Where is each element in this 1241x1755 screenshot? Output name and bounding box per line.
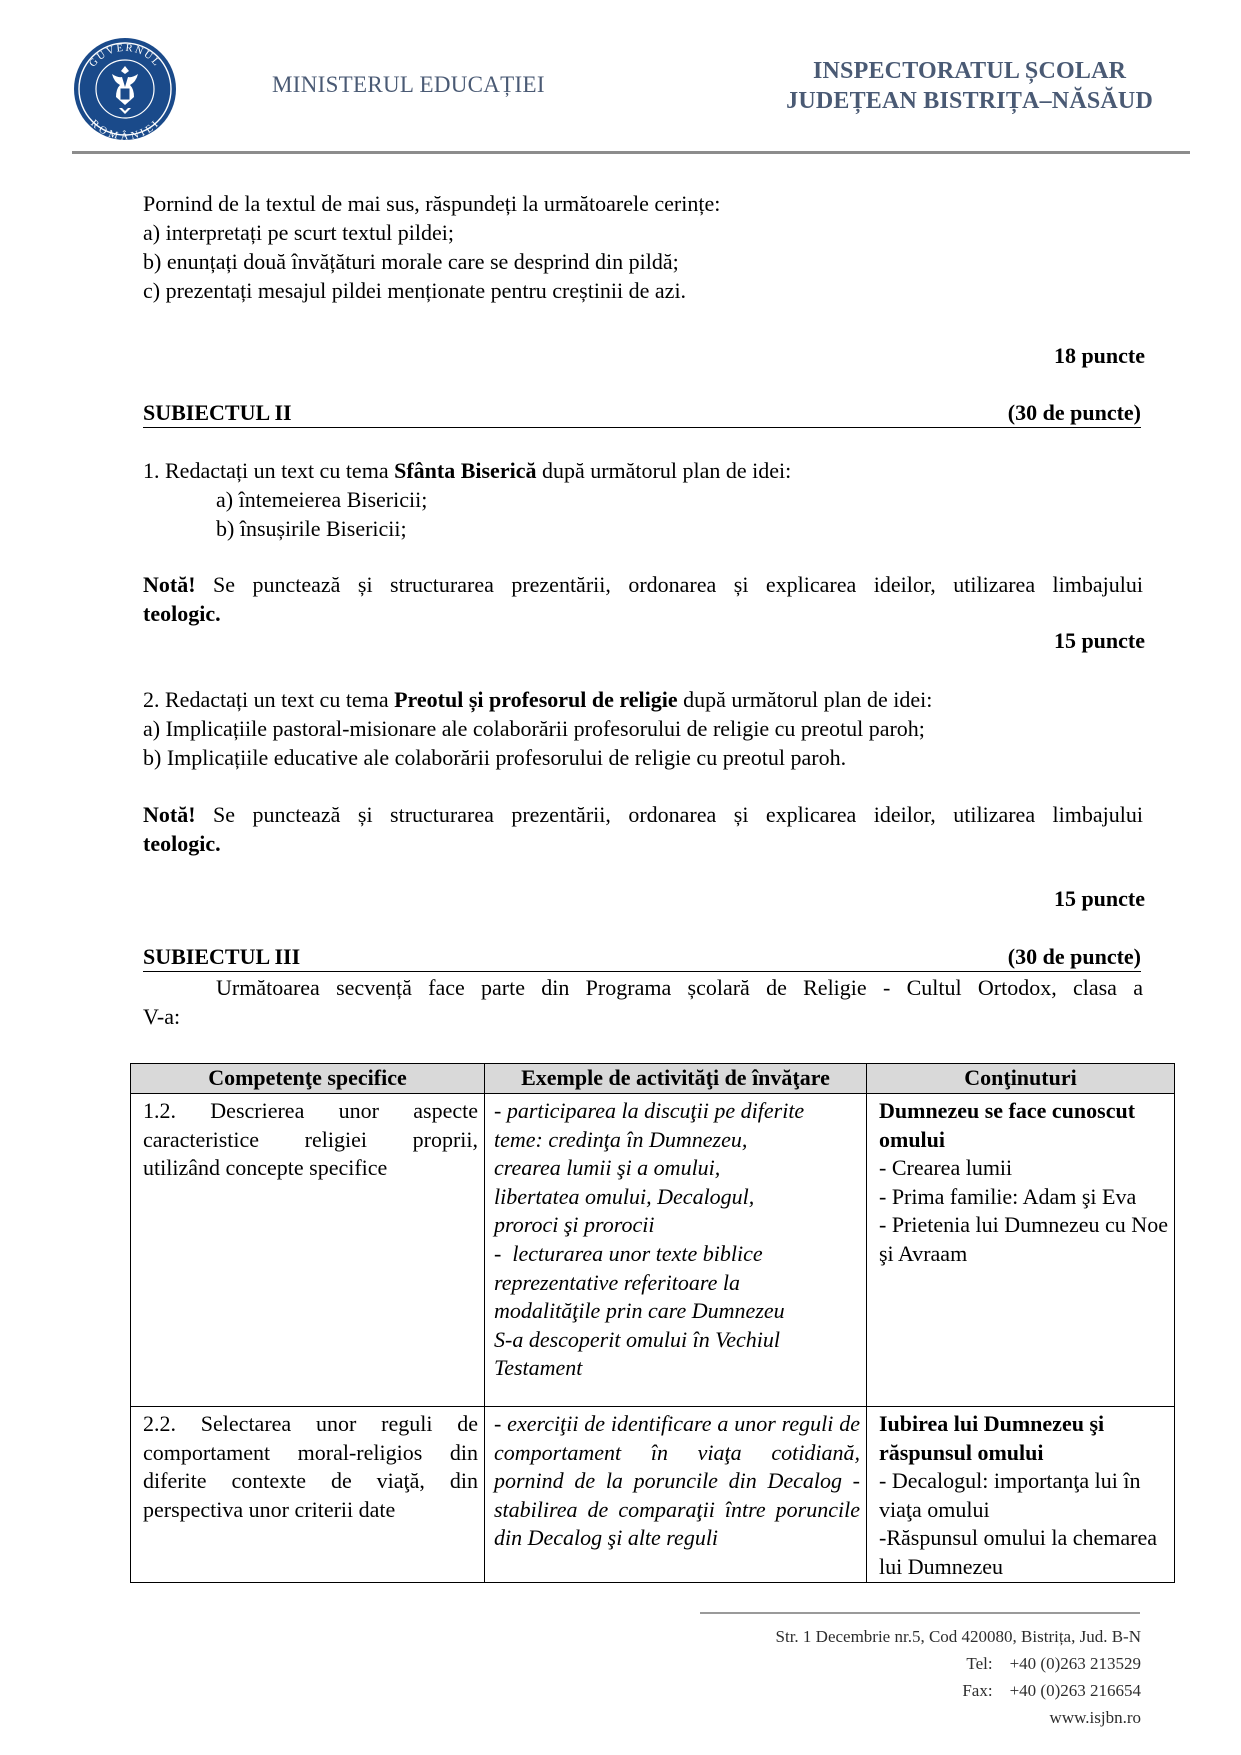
competence-cell: 1.2. Descrierea unor aspecte caracteristice religiei proprii, utilizând concepte specifice: [131, 1094, 485, 1407]
subject2-q2-points: 15 puncte: [1053, 886, 1145, 911]
table-header-competences: Competenţe specifice: [131, 1064, 485, 1094]
activities-cell: - exerciţii de identificare a unor reguli de comportament în viaţa cotidiană, pornind de la poruncile din Decalog - stabilirea de comparaţii între poruncile din Decalog şi alte reguli: [485, 1407, 867, 1583]
intro-lead: Pornind de la textul de mai sus, răspundeți la următoarele cerințe:: [143, 191, 721, 216]
activity-line: libertatea omului, Decalogul,: [494, 1183, 755, 1209]
activity-line: S-a descoperit omului în Vechiul: [494, 1326, 780, 1352]
note-text: Se punctează și structurarea prezentării, ordonarea și explicarea ideilor, utilizarea limbajului: [195, 802, 1143, 827]
subject3-title: SUBIECTUL III: [143, 944, 301, 969]
intro-item-a: a) interpretați pe scurt textul pildei;: [143, 220, 454, 245]
subject3-intro-line1: Următoarea secvență face parte din Programa școlară de Religie - Cultul Ortodox, clasa a: [216, 975, 1143, 1000]
note-label: Notă!: [143, 802, 196, 827]
contents-cell: [867, 1094, 1175, 1407]
content-item: - Crearea lumii: [879, 1155, 1013, 1181]
q2-suffix: după următorul plan de idei:: [677, 687, 933, 712]
header-divider: [72, 151, 1190, 154]
tel-value: +40 (0)263 213529: [1009, 1654, 1141, 1673]
activity-line: modalităţile prin care Dumnezeu: [494, 1298, 785, 1324]
table-header-row: [131, 1064, 1175, 1094]
footer-website[interactable]: www.isjbn.ro: [1049, 1708, 1141, 1727]
contents-cell: [867, 1407, 1175, 1583]
footer-divider: [700, 1612, 1140, 1614]
content-title: Iubirea lui Dumnezeu şi răspunsul omului: [879, 1411, 1105, 1465]
inspectorate-line2: JUDEȚEAN BISTRIȚA–NĂSĂUD: [786, 88, 1153, 114]
content-item: - Decalogul: importanţa lui în viaţa omului: [879, 1468, 1141, 1522]
subject2-note-1-end: [143, 599, 221, 628]
content-item: -Răspunsul omului la chemarea lui Dumnezeu: [879, 1525, 1157, 1579]
activity-line: reprezentative referitoare la: [494, 1269, 741, 1295]
intro-item-b: b) enunțați două învățături morale care se desprind din pildă;: [143, 249, 679, 274]
subject2-q2-item-a: a) Implicațiile pastoral-misionare ale colaborării profesorului de religie cu preotul paroh;: [143, 716, 925, 741]
subject2-note-2-end: [143, 829, 221, 858]
q1-theme: Sfânta Biserică: [394, 458, 537, 483]
subject2-heading: [143, 400, 1141, 428]
activity-line: teme: credinţa în Dumnezeu,: [494, 1126, 748, 1152]
intro-points: 18 puncte: [1053, 343, 1145, 368]
q1-suffix: după următorul plan de idei:: [536, 458, 792, 483]
activity-line: proroci şi prorocii: [494, 1212, 655, 1238]
note-end: teologic.: [143, 831, 221, 856]
q1-prefix: 1. Redactați un text cu tema: [143, 458, 395, 483]
tel-label: Tel:: [966, 1654, 993, 1673]
activity-line: - participarea la discuţii pe diferite: [494, 1098, 805, 1123]
footer-tel: [966, 1654, 1141, 1674]
subject2-total: (30 de puncte): [1007, 400, 1141, 425]
table-row: [131, 1407, 1175, 1583]
q2-theme: Preotul și profesorul de religie: [394, 687, 678, 712]
inspectorate-name: [786, 56, 1153, 116]
note-end: teologic.: [143, 601, 221, 626]
subject2-note-2: [143, 800, 1143, 829]
activity-line: crearea lumii şi a omului,: [494, 1155, 721, 1181]
content-title: Dumnezeu se face cunoscut omului: [879, 1098, 1136, 1152]
content-item: - Prietenia lui Dumnezeu cu Noe şi Avraam: [879, 1212, 1168, 1266]
competence-cell: 2.2. Selectarea unor reguli de comportament moral-religios din diferite contexte de viaţă, din perspectiva unor criterii date: [131, 1407, 485, 1583]
subject2-note-1: [143, 570, 1143, 599]
ministry-name: MINISTERUL EDUCAȚIEI: [272, 72, 545, 97]
footer-address: Str. 1 Decembrie nr.5, Cod 420080, Bistrița, Jud. B-N: [775, 1627, 1141, 1646]
footer-fax: [962, 1681, 1141, 1701]
subject2-q2: [143, 685, 932, 714]
subject3-heading: [143, 944, 1141, 972]
activity-line: Testament: [494, 1355, 583, 1381]
curriculum-table: [130, 1063, 1175, 1583]
svg-text:GUVERNUL: GUVERNUL: [87, 42, 163, 70]
table-header-activities: Exemple de activităţi de învăţare: [485, 1064, 867, 1094]
subject2-q1: [143, 456, 791, 485]
table-row: [131, 1094, 1175, 1407]
subject2-q1-item-a: a) întemeierea Bisericii;: [216, 487, 428, 512]
svg-text:ROMÂNIEI: ROMÂNIEI: [88, 118, 163, 142]
subject2-q2-item-b: b) Implicațiile educative ale colaborării profesorului de religie cu preotul paroh.: [143, 745, 847, 770]
note-text: Se punctează și structurarea prezentării, ordonarea și explicarea ideilor, utilizarea limbajului: [195, 572, 1143, 597]
inspectorate-line1: INSPECTORATUL ȘCOLAR: [812, 58, 1127, 84]
intro-item-c: c) prezentați mesajul pildei menționate pentru creștinii de azi.: [143, 278, 687, 303]
activities-cell: [485, 1094, 867, 1407]
fax-label: Fax:: [962, 1681, 993, 1700]
subject2-q1-item-b: b) însușirile Bisericii;: [216, 516, 407, 541]
q2-prefix: 2. Redactați un text cu tema: [143, 687, 395, 712]
subject2-title: SUBIECTUL II: [143, 400, 292, 425]
subject3-total: (30 de puncte): [1007, 944, 1141, 969]
content-item: - Prima familie: Adam şi Eva: [879, 1183, 1137, 1209]
activity-line: - lecturarea unor texte biblice: [494, 1240, 763, 1266]
table-header-contents: Conţinuturi: [867, 1064, 1175, 1094]
subject3-intro-line2: V-a:: [143, 1004, 181, 1029]
note-label: Notă!: [143, 572, 196, 597]
government-emblem-logo: [72, 36, 178, 142]
subject2-q1-points: 15 puncte: [1053, 628, 1145, 653]
fax-value: +40 (0)263 216654: [1009, 1681, 1141, 1700]
